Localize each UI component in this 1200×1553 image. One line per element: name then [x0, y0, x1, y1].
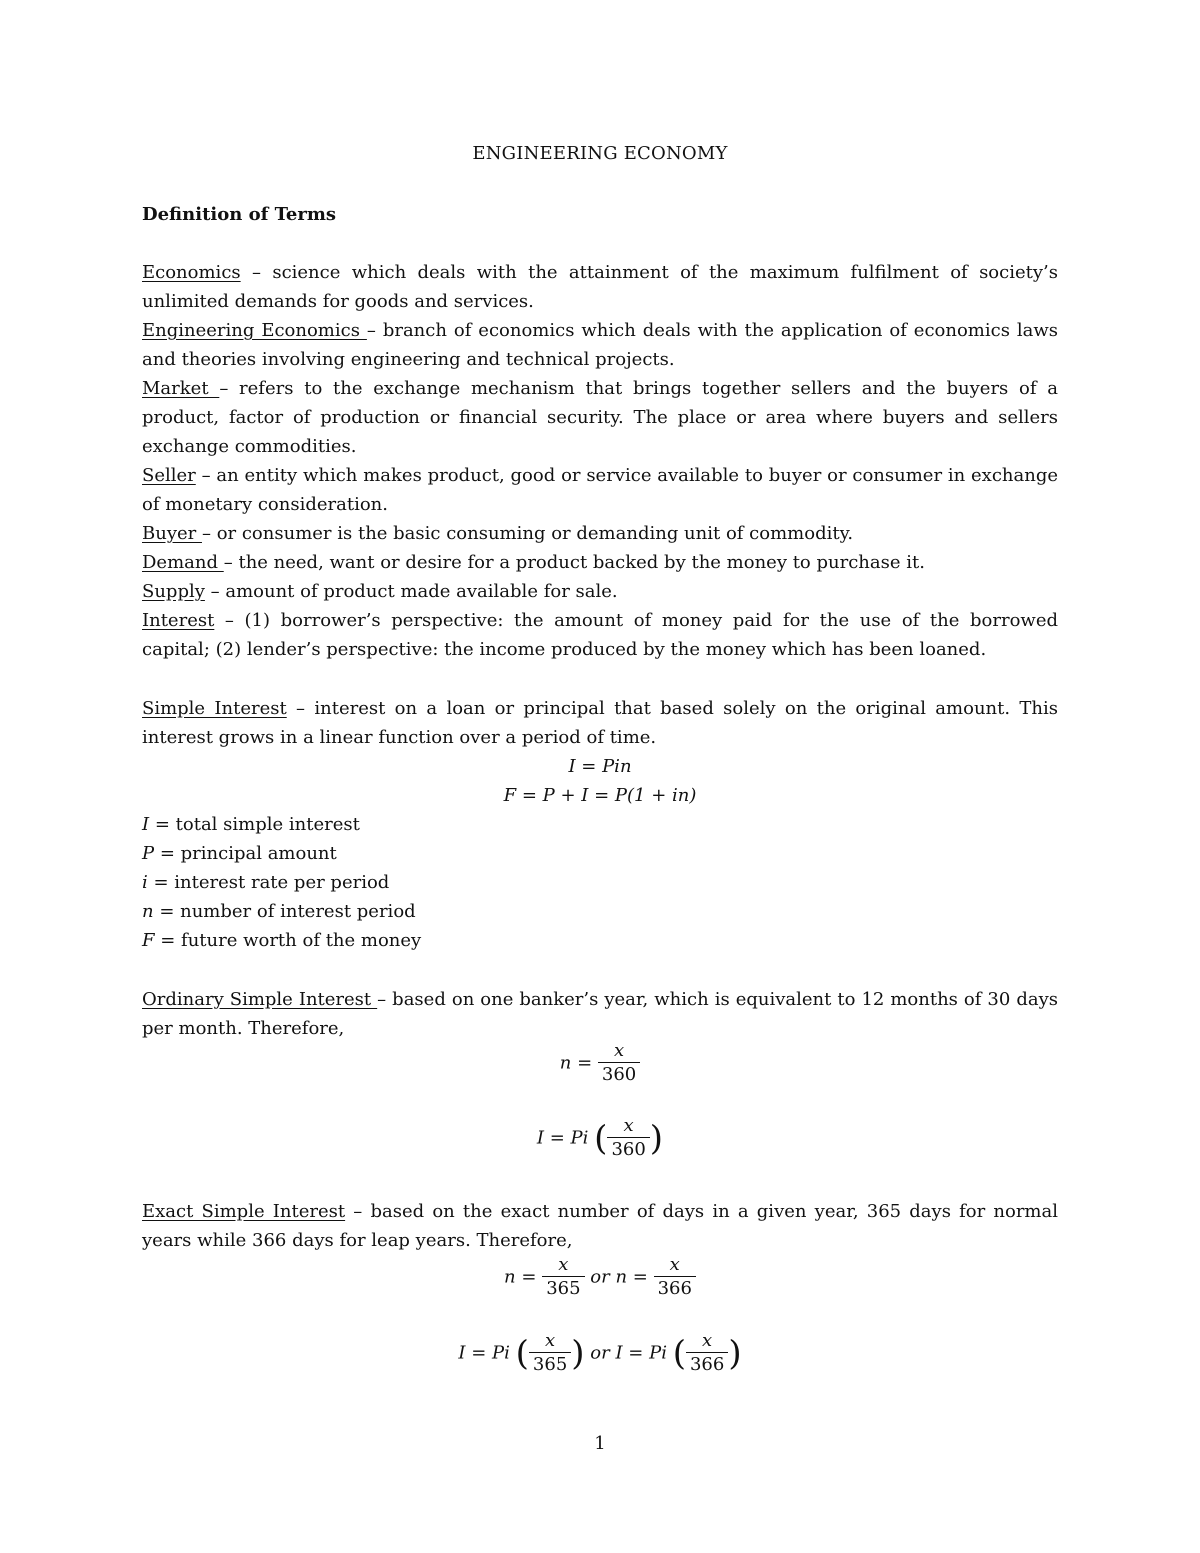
term-definition: – branch of economics which deals with the application of economics laws and theories involving engineering and technical projects.	[142, 320, 1058, 370]
definition-buyer	[142, 519, 1058, 548]
ordinary-interest-definition	[142, 985, 1058, 1043]
term-definition: – based on the exact number of days in a given year, 365 days for normal years while 366 days for leap years. Therefore,	[142, 1201, 1058, 1251]
formula-lhs: I = Pi	[458, 1342, 510, 1364]
left-paren: (	[672, 1333, 686, 1374]
variable-description: = number of interest period	[153, 901, 416, 922]
left-paren: (	[515, 1333, 529, 1374]
right-paren: )	[649, 1118, 664, 1159]
variable-symbol: i	[142, 872, 148, 893]
term-label: Economics	[142, 262, 241, 283]
fraction-denominator: 366	[657, 1278, 692, 1299]
variable-description: = interest rate per period	[147, 872, 390, 893]
definitions-list	[142, 258, 1058, 664]
term-label: Market	[142, 378, 220, 399]
formula-or: or I = Pi	[590, 1342, 667, 1364]
exact-interest-section	[142, 1197, 1058, 1255]
fraction-numerator: x	[542, 1254, 584, 1277]
variable-symbol: F	[142, 930, 155, 951]
term-definition: – interest on a loan or principal that based solely on the original amount. This interest grows in a linear function over a period of time.	[142, 698, 1058, 748]
variable-symbol: I	[142, 814, 150, 835]
definition-supply	[142, 577, 1058, 606]
exact-n-formula	[142, 1254, 1058, 1301]
fraction	[654, 1254, 696, 1301]
term-definition: – or consumer is the basic consuming or demanding unit of commodity.	[201, 523, 854, 544]
ordinary-n-formula	[142, 1040, 1058, 1087]
fraction	[598, 1040, 640, 1087]
term-label: Engineering Economics	[142, 320, 367, 341]
variable-list	[142, 810, 1058, 955]
fraction	[542, 1254, 584, 1301]
formula-lhs: n =	[559, 1052, 593, 1074]
fraction-denominator: 365	[546, 1278, 581, 1299]
term-label: Ordinary Simple Interest	[142, 989, 378, 1010]
left-paren: (	[594, 1118, 608, 1159]
variable-item	[142, 810, 1058, 839]
section-heading: Definition of Terms	[142, 204, 337, 225]
fraction-numerator: x	[607, 1115, 649, 1138]
term-label: Interest	[142, 610, 215, 631]
document-title: ENGINEERING ECONOMY	[472, 143, 728, 164]
right-paren: )	[728, 1333, 742, 1374]
fraction-denominator: 360	[611, 1139, 646, 1160]
exact-i-formula	[142, 1330, 1058, 1377]
simple-interest-definition	[142, 694, 1058, 752]
simple-interest-formula: I = Pin	[568, 756, 632, 777]
term-label: Supply	[142, 581, 205, 602]
definition-seller	[142, 461, 1058, 519]
variable-symbol: n	[142, 901, 154, 922]
simple-interest-section	[142, 694, 1058, 752]
variable-symbol: P	[142, 843, 155, 864]
term-definition: – refers to the exchange mechanism that brings together sellers and the buyers of a product, factor of production or financial security. The place or area where buyers and sellers exchange commodities.	[142, 378, 1058, 457]
definition-interest	[142, 606, 1058, 664]
fraction-numerator: x	[598, 1040, 640, 1063]
term-definition: – based on one banker’s year, which is equivalent to 12 months of 30 days per month. Therefore,	[142, 989, 1058, 1039]
definition-demand	[142, 548, 1058, 577]
fraction-numerator: x	[529, 1330, 571, 1353]
page-number: 1	[594, 1433, 606, 1454]
variable-item	[142, 897, 1058, 926]
fraction-denominator: 360	[601, 1064, 637, 1085]
variable-description: = total simple interest	[149, 814, 360, 835]
fraction-numerator: x	[686, 1330, 728, 1353]
exact-interest-definition	[142, 1197, 1058, 1255]
future-worth-formula: F = P + I = P(1 + in)	[503, 785, 697, 806]
term-label: Seller	[142, 465, 196, 486]
term-definition: – (1) borrower’s perspective: the amount of money paid for the use of the borrowed capital; (2) lender’s perspective: the income produced by the money which has been loaned.	[142, 610, 1058, 660]
term-label: Buyer	[142, 523, 202, 544]
formula-lhs: n =	[504, 1266, 537, 1288]
fraction-denominator: 366	[689, 1354, 725, 1375]
term-label: Simple Interest	[142, 698, 287, 719]
fraction-numerator: x	[654, 1254, 696, 1277]
fraction	[529, 1330, 571, 1377]
term-definition: – science which deals with the attainment of the maximum fulfilment of society’s unlimited demands for goods and services.	[142, 262, 1058, 312]
term-definition: – amount of product made available for sale.	[204, 581, 618, 602]
formula-lhs: I = Pi	[536, 1127, 589, 1149]
definition-engineering-economics	[142, 316, 1058, 374]
right-paren: )	[571, 1333, 585, 1374]
definitions-section	[142, 200, 1058, 229]
fraction	[686, 1330, 728, 1377]
variable-description: = principal amount	[154, 843, 337, 864]
term-definition: – an entity which makes product, good or service available to buyer or consumer in exchange of monetary consideration.	[142, 465, 1058, 515]
variable-item	[142, 926, 1058, 955]
variable-item	[142, 839, 1058, 868]
formula-or: or n =	[590, 1266, 648, 1288]
ordinary-interest-section	[142, 985, 1058, 1043]
term-label: Exact Simple Interest	[142, 1201, 346, 1222]
fraction-denominator: 365	[532, 1354, 568, 1375]
definition-economics	[142, 258, 1058, 316]
definition-market	[142, 374, 1058, 461]
ordinary-i-formula	[142, 1115, 1058, 1162]
variable-item	[142, 868, 1058, 897]
variable-description: = future worth of the money	[154, 930, 422, 951]
fraction	[607, 1115, 649, 1162]
term-label: Demand	[142, 552, 224, 573]
term-definition: – the need, want or desire for a product backed by the money to purchase it.	[223, 552, 925, 573]
